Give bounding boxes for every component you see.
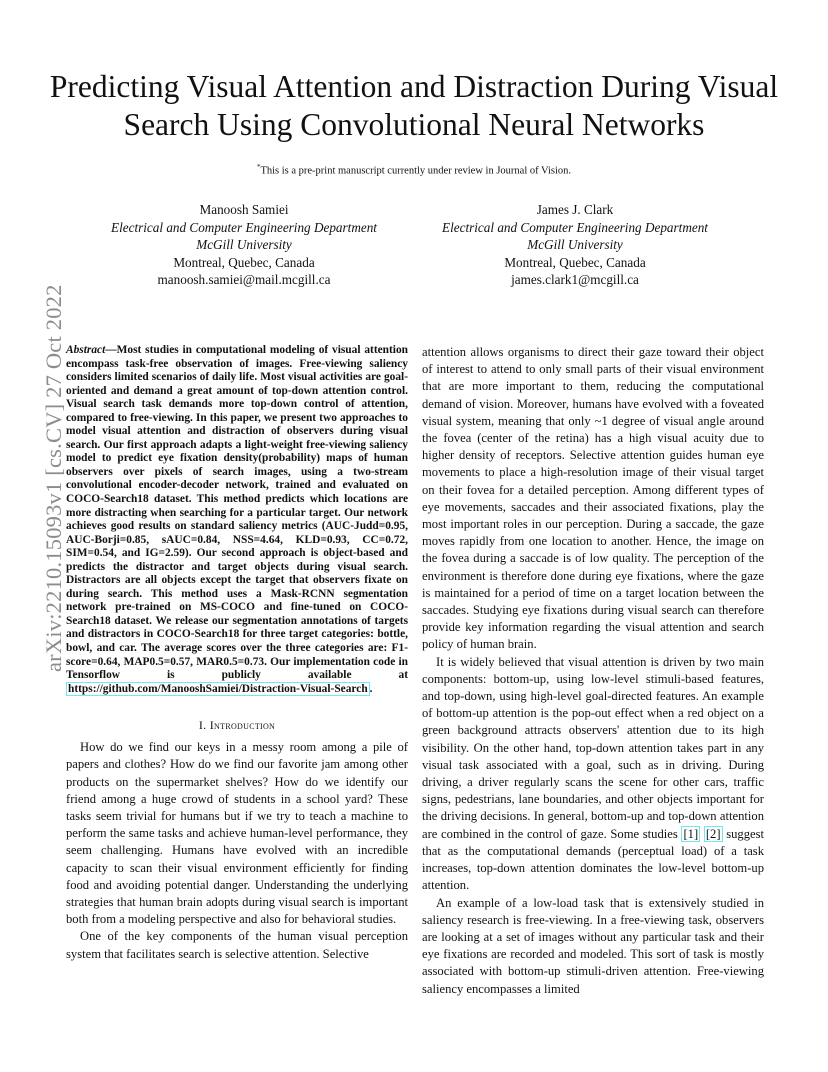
footnote-mark: * (256, 163, 261, 171)
paragraph-text: It is widely believed that visual attention is driven by two main components: bottom-up, using low-level stimuli-based features, and top-down, using high-level goal-directed features. An example of bottom-up attention is the pop-out effect when a red object on a green background attracts observers' attention due to its high visibility. On the other hand, top-down attention takes part in any visual task associated with a goal, such as in driving. During driving, a driver regularly scans the scene for other cars, traffic signs, pedestrians, lane boundaries, and other objects important for the driving decisions. In general, bottom-up and top-down attention are combined in the control of gaze. Some studies (422, 654, 764, 841)
abstract-end: . (369, 682, 373, 695)
author-email: manoosh.samiei@mail.mcgill.ca (157, 272, 331, 287)
paragraph-text: suggest that as the computational demands (perceptual load) of a task increases, top-down attention dominates the low-level bottom-up attention. (422, 826, 764, 893)
preprint-footnote (0, 163, 828, 177)
author-name: Manoosh Samiei (199, 202, 289, 217)
paragraph (422, 654, 764, 895)
author-email: james.clark1@mcgill.ca (511, 272, 639, 287)
abstract-body: —Most studies in computational modeling of visual attention encompass task-free observation of images. Free-viewing saliency considers limited scenarios of daily life. Most visual activities are goal-oriented and demand a great amount of top-down attention control. Visual search task demands more top-down control of attention, compared to free-viewing. In this paper, we present two approaches to model visual attention and distraction of observers during visual search. Our first approach adapts a light-weight free-viewing saliency model to predict eye fixation density(probability) maps of human observers over pixels of search images, using a two-stream convolutional encoder-decoder network, trained and evaluated on COCO-Search18 dataset. This method predicts which locations are more distracting when searching for a particular target. Our network achieves good results on standard saliency metrics (AUC-Judd=0.95, AUC-Borji=0.85, sAUC=0.84, NSS=4.64, KLD=0.93, CC=0.72, SIM=0.54, and IG=2.59). Our second approach is object-based and predicts the distractor and target objects during visual search. Distractors are all objects except the target that observers fixate on during search. This method uses a Mask-RCNN segmentation network pre-trained on MS-COCO and fine-tuned on COCO-Search18 dataset. We release our segmentation annotations of targets and distractors in COCO-Search18 for three target categories: bottle, bowl, and car. The average scores over the three categories are: F1-score=0.64, MAP0.5=0.57, MAR0.5=0.73. Our implementation code in Tensorflow is publicly available at (66, 344, 408, 682)
right-column (422, 344, 764, 998)
author-department: Electrical and Computer Engineering Department (111, 219, 377, 235)
section-numeral: I. (198, 718, 207, 733)
paper-title: Predicting Visual Attention and Distraction During Visual Search Using Convolutional Neural Networks (49, 69, 779, 142)
left-column (66, 344, 408, 963)
abstract (66, 344, 408, 696)
section-heading (66, 718, 408, 733)
paragraph: An example of a low-load task that is extensively studied in saliency research is free-viewing. In a free-viewing task, observers are looking at a set of images without any particular task and their eye fixations are recorded and modeled. This sort of task is mostly associated with bottom-up stimuli-driven attention. Free-viewing saliency encompasses a limited (422, 895, 764, 996)
paragraph: One of the key components of the human visual perception system that facilitates search is selective attention. Selective (66, 929, 408, 961)
section-title: Introduction (209, 718, 276, 733)
author-location: Montreal, Quebec, Canada (504, 254, 646, 270)
arxiv-identifier: arXiv:2210.15093v1 [cs.CV] 27 Oct 2022 (41, 284, 66, 672)
author-name: James J. Clark (536, 202, 614, 217)
author-block-2 (405, 201, 745, 289)
citation-link[interactable]: [1] (683, 826, 699, 841)
abstract-lead: Abstract (66, 344, 106, 356)
author-university: McGill University (196, 237, 292, 252)
citation-link[interactable]: [2] (705, 826, 721, 841)
paragraph: attention allows organisms to direct their gaze toward their object of interest to attend to only small parts of their visual environment that are more important to them, reducing the computational demand of vision. Moreover, humans have evolved with a foveated visual system, meaning that only ~1 degree of visual angle around the fovea (center of the retina) has a high visual acuity due to higher density of receptors. Selective attention guides human eye movements to place a high-resolution image of their visual target on their fovea for a detailed perception. Among different types of eye movements, saccades and their associated fixations, play the most important roles in our perception. During a saccade, the gaze moves rapidly from one location to another. Hence, the image on the fovea during a saccade is of low quality. The perception of the environment is therefore done during eye fixations, where the gaze is maintained for a period of time on a target location between the saccades. Studying eye fixations during visual search can therefore provide key information regarding the visual attention and search policy of human brain. (422, 345, 764, 652)
author-location: Montreal, Quebec, Canada (173, 254, 315, 270)
footnote-text: This is a pre-print manuscript currently under review in Journal of Vision. (260, 165, 572, 177)
code-repository-link[interactable]: https://github.com/ManooshSamiei/Distraction-Visual-Search (68, 682, 368, 695)
author-block-1 (74, 201, 414, 289)
author-department: Electrical and Computer Engineering Department (442, 219, 708, 235)
paragraph: How do we find our keys in a messy room among a pile of papers and clothes? How do we find our favorite jam among other products on the supermarket shelves? How do we identify our friend among a huge crowd of students in a school yard? These tasks seem trivial for humans but if we try to teach a machine to perform the same tasks and achieve human-level performance, they seem challenging. Humans have evolved with an incredible capacity to scan their visual environment efficiently for finding food and avoiding potential danger. Understanding the underlying strategies that human brain adopts during visual search is important both from a modeling perspective and also for behavioral studies. (66, 740, 408, 927)
author-university: McGill University (527, 237, 623, 252)
